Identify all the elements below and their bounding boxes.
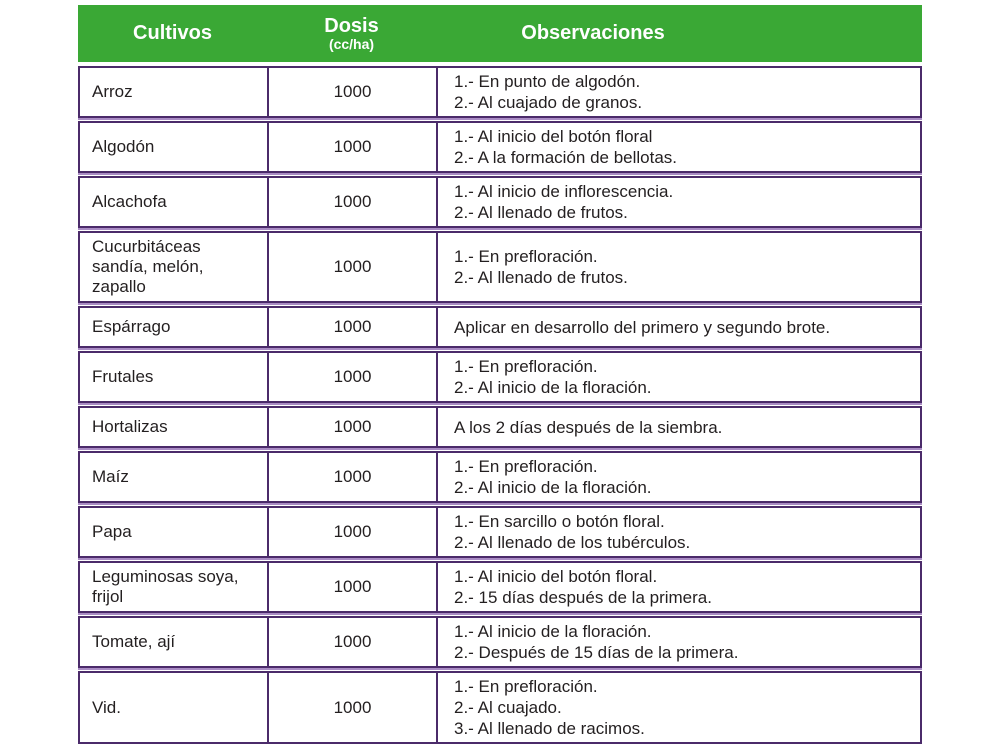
observaciones-cell <box>436 123 920 171</box>
cultivo-label: Arroz <box>92 81 133 101</box>
observation-line: 1.- En prefloración. <box>454 457 598 477</box>
observation-line: 3.- Al llenado de racimos. <box>454 719 645 739</box>
cultivo-label: Cucurbitáceas sandía, melón, zapallo <box>92 237 204 297</box>
observaciones-cell <box>436 178 920 226</box>
dosis-value: 1000 <box>333 417 372 437</box>
table-row <box>78 121 922 173</box>
dosis-value: 1000 <box>333 367 372 387</box>
observation-line: 2.- Al llenado de frutos. <box>454 203 628 222</box>
dosis-value: 1000 <box>333 82 372 101</box>
table-row <box>78 451 922 503</box>
header-dosis-label: Dosis <box>324 14 379 37</box>
header-observaciones-label: Observaciones <box>521 22 665 44</box>
dosis-value: 1000 <box>333 632 372 652</box>
cultivo-cell <box>80 508 267 556</box>
table-header-row <box>78 5 922 62</box>
dosis-cell <box>267 453 436 501</box>
dosis-value: 1000 <box>333 577 372 597</box>
dosis-cell <box>267 353 436 401</box>
observaciones-cell <box>436 508 920 556</box>
cultivo-cell <box>80 353 267 401</box>
observation-line: 1.- En prefloración. <box>454 247 598 267</box>
table-row <box>78 506 922 558</box>
table-row <box>78 66 922 118</box>
cultivo-cell <box>80 563 267 611</box>
dosis-value: 1000 <box>333 467 372 487</box>
observaciones-cell <box>436 563 920 611</box>
table-row <box>78 406 922 448</box>
observation-line: A los 2 días después de la siembra. <box>454 417 723 437</box>
cultivo-label: Tomate, ají <box>92 632 176 652</box>
header-dosis <box>267 5 436 62</box>
cultivo-label: Alcachofa <box>92 191 167 211</box>
observaciones-cell <box>436 618 920 666</box>
observation-line: 1.- Al inicio del botón floral <box>454 127 653 146</box>
dosis-value: 1000 <box>333 257 372 277</box>
dosis-cell <box>267 618 436 666</box>
cultivo-cell <box>80 673 267 742</box>
observation-line: 1.- En sarcillo o botón floral. <box>454 512 665 532</box>
dosis-value: 1000 <box>333 317 372 337</box>
observaciones-cell <box>436 408 920 446</box>
observation-line: 2.- Al cuajado de granos. <box>454 93 643 112</box>
cultivo-cell <box>80 123 267 171</box>
header-observaciones <box>436 5 922 62</box>
cultivo-cell <box>80 618 267 666</box>
dosis-value: 1000 <box>333 697 372 717</box>
cultivo-label: Espárrago <box>92 317 171 337</box>
observation-line: 1.- Al inicio del botón floral. <box>454 567 658 587</box>
cultivo-cell <box>80 408 267 446</box>
dosis-cell <box>267 408 436 446</box>
table-row <box>78 561 922 613</box>
observation-line: 2.- Al inicio de la floración. <box>454 378 652 398</box>
dosage-table <box>78 5 922 744</box>
observation-line: 1.- En punto de algodón. <box>454 72 641 91</box>
observation-line: 2.- 15 días después de la primera. <box>454 588 712 608</box>
cultivo-label: Maíz <box>92 467 129 487</box>
cultivo-label: Frutales <box>92 367 154 387</box>
dosis-value: 1000 <box>333 522 372 542</box>
cultivo-label: Hortalizas <box>92 417 168 437</box>
cultivo-cell <box>80 68 267 116</box>
observation-line: 2.- Al llenado de frutos. <box>454 268 628 288</box>
table-row <box>78 231 922 303</box>
observation-line: 2.- Después de 15 días de la primera. <box>454 643 739 663</box>
observation-line: 2.- Al cuajado. <box>454 698 562 718</box>
table-row <box>78 176 922 228</box>
dosis-cell <box>267 673 436 742</box>
dosis-value: 1000 <box>333 192 372 211</box>
observation-line: 2.- Al inicio de la floración. <box>454 478 652 498</box>
table-row <box>78 616 922 668</box>
cultivo-cell <box>80 178 267 226</box>
header-dosis-unit-label: (cc/ha) <box>328 35 375 52</box>
cultivo-label: Algodón <box>92 136 155 156</box>
observation-line: 2.- Al llenado de los tubérculos. <box>454 533 691 553</box>
dosis-cell <box>267 68 436 116</box>
dosis-cell <box>267 233 436 301</box>
observaciones-cell <box>436 68 920 116</box>
observaciones-cell <box>436 353 920 401</box>
dosis-cell <box>267 123 436 171</box>
header-cultivos <box>78 5 267 62</box>
table-row <box>78 351 922 403</box>
header-cultivos-label: Cultivos <box>133 22 212 44</box>
table-row <box>78 671 922 744</box>
dosis-cell <box>267 308 436 346</box>
cultivo-label: Leguminosas soya, frijol <box>92 567 239 607</box>
observation-line: 1.- En prefloración. <box>454 357 598 377</box>
dosis-value: 1000 <box>333 137 372 156</box>
cultivo-cell <box>80 233 267 301</box>
dosis-cell <box>267 178 436 226</box>
observation-line: 1.- Al inicio de la floración. <box>454 622 652 642</box>
cultivo-label: Vid. <box>92 697 121 717</box>
observation-line: 2.- A la formación de bellotas. <box>454 148 678 167</box>
table-row <box>78 306 922 348</box>
dosis-cell <box>267 508 436 556</box>
table-body <box>78 66 922 744</box>
observaciones-cell <box>436 673 920 742</box>
dosis-cell <box>267 563 436 611</box>
observaciones-cell <box>436 453 920 501</box>
observaciones-cell <box>436 308 920 346</box>
cultivo-cell <box>80 453 267 501</box>
observation-line: 1.- Al inicio de inflorescencia. <box>454 182 674 201</box>
observation-line: 1.- En prefloración. <box>454 677 598 697</box>
observaciones-cell <box>436 233 920 301</box>
cultivo-label: Papa <box>92 522 132 542</box>
cultivo-cell <box>80 308 267 346</box>
observation-line: Aplicar en desarrollo del primero y segundo brote. <box>454 317 831 337</box>
